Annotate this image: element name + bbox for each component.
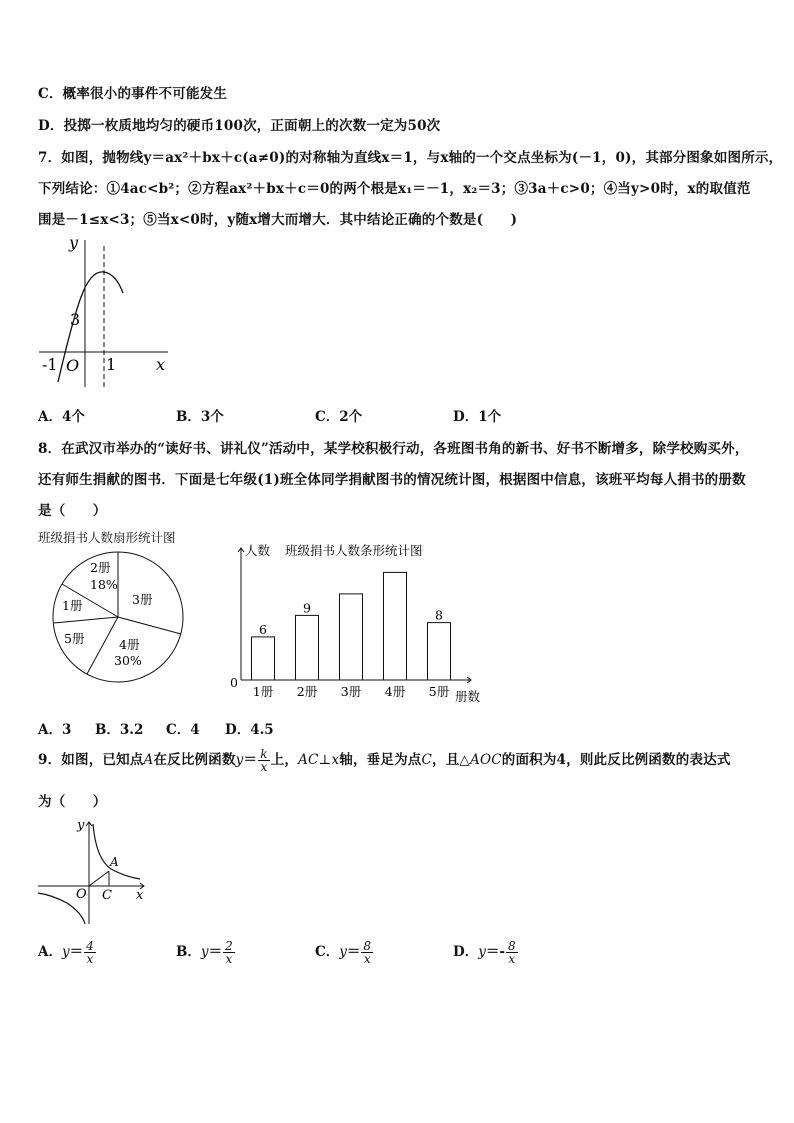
- bar-tick-label: 1册: [252, 684, 274, 699]
- bar-data-label: 9: [303, 600, 311, 616]
- q8-option-c[interactable]: C．4: [166, 722, 200, 738]
- bar: [296, 615, 319, 680]
- q9-text-b: 在反比例函数: [153, 752, 236, 768]
- q9-line-2: 为（ ）: [38, 794, 107, 810]
- q9-option-a-eq: ＝: [69, 944, 84, 960]
- q9-option-b-prefix: B．: [176, 944, 201, 960]
- bar-tick-label: 4册: [384, 684, 406, 699]
- q9-option-b[interactable]: [176, 940, 236, 965]
- q7-parabola-graph: [36, 232, 186, 392]
- q9-option-c-eq: ＝: [346, 944, 361, 960]
- q9-y-label: y: [77, 818, 85, 833]
- pie-slice-label: 2册: [90, 560, 111, 575]
- q9-origin-label: O: [76, 887, 87, 902]
- q7-y-tick-3: 3: [70, 310, 81, 329]
- q7-x-label: x: [156, 355, 166, 374]
- q9-option-b-den: x: [225, 952, 233, 966]
- prev-option-d: D．投掷一枚质地均匀的硬币100次，正面朝上的次数一定为50次: [38, 118, 441, 134]
- pie-slice-label: 4册: [119, 637, 140, 652]
- q9-text-e: ，且△: [432, 752, 470, 768]
- pie-slice-percent: 18%: [90, 577, 118, 592]
- q9-text-d: 轴，垂足为点: [339, 752, 422, 768]
- bar: [340, 594, 363, 680]
- q9-option-c-fraction: [361, 940, 373, 965]
- q7-x-tick-1: 1: [106, 355, 117, 374]
- q8-pie-chart: [44, 550, 194, 690]
- q8-line-3: 是（ ）: [38, 503, 107, 519]
- q8-bar-chart: [226, 538, 496, 708]
- q9-text-a: 9．如图，已知点: [38, 752, 144, 768]
- q9-text-c: 上，: [270, 752, 299, 768]
- q9-hyperbola-branch-1: [93, 824, 140, 879]
- q9-option-a-y: y: [61, 944, 70, 960]
- bar-tick-label: 2册: [296, 684, 318, 699]
- q9-option-d-fraction: [506, 940, 518, 965]
- q9-option-a-fraction: [84, 940, 96, 965]
- bar: [428, 623, 451, 680]
- bar-data-label: 8: [435, 607, 443, 623]
- q9-option-d-den: x: [508, 952, 516, 966]
- q9-option-b-eq: ＝: [208, 944, 223, 960]
- q9-func-den: x: [260, 760, 268, 774]
- q9-option-a-num: 4: [86, 939, 94, 953]
- q9-option-d-sign: -: [499, 944, 505, 960]
- pie-chart-title: 班级捐书人数扇形统计图: [38, 530, 176, 545]
- q9-option-c-y: y: [339, 944, 347, 960]
- q9-option-a-den: x: [86, 952, 94, 966]
- bar-y-label: 人数: [245, 543, 271, 558]
- q7-option-a[interactable]: A．4个: [38, 409, 85, 425]
- q9-option-d-eq: ＝: [485, 944, 500, 960]
- q7-option-d[interactable]: D．1个: [453, 409, 502, 425]
- q9-segment-oa: [89, 871, 109, 886]
- q9-option-b-fraction: [223, 940, 235, 965]
- q9-point-a: A: [143, 752, 154, 768]
- prev-option-c: C．概率很小的事件不可能发生: [38, 86, 228, 102]
- q7-option-b[interactable]: B．3个: [176, 409, 224, 425]
- q9-option-c-den: x: [363, 952, 371, 966]
- q7-option-c[interactable]: C．2个: [315, 409, 363, 425]
- q9-option-c[interactable]: [315, 940, 374, 965]
- q9-option-c-num: 8: [363, 939, 372, 953]
- bar-x-label: 册数: [455, 689, 481, 704]
- q9-option-b-y: y: [200, 944, 209, 960]
- bar-data-label: 6: [259, 621, 267, 637]
- q7-line-2: 下列结论：①4ac<b²；②方程ax²＋bx＋c＝0的两个根是x₁＝－1，x₂＝3；③3a＋c>0；④当y>0时，x的取值范: [38, 181, 751, 197]
- q8-line-2: 还有师生捐献的图书．下面是七年级(1)班全体同学捐献图书的情况统计图，根据图中信息，该班平均每人捐书的册数: [38, 472, 746, 488]
- q9-option-a[interactable]: [38, 940, 97, 965]
- pie-slice-label: 1册: [62, 598, 83, 613]
- q7-y-label: y: [69, 233, 79, 252]
- bar-tick-label: 5册: [428, 684, 450, 699]
- bar: [252, 637, 275, 680]
- q9-line-1: [38, 745, 731, 775]
- q8-option-b[interactable]: B．3.2: [95, 722, 144, 738]
- bar: [384, 572, 407, 680]
- bar-chart-title: 班级捐书人数条形统计图: [285, 543, 423, 558]
- q9-func-num: k: [260, 747, 268, 761]
- q9-func-eq: ＝: [243, 752, 258, 768]
- q9-point-c: C: [421, 752, 433, 768]
- q9-option-d[interactable]: [453, 940, 519, 965]
- q7-line-1: 7．如图，抛物线y＝ax²＋bx＋c(a≠0)的对称轴为直线x＝1，与x轴的一个交点坐标为(－1，0)，其部分图象如图所示，: [38, 150, 783, 166]
- bar-origin-label: 0: [230, 675, 238, 690]
- bar-tick-label: 3册: [340, 684, 362, 699]
- q7-x-tick-neg1: -1: [42, 355, 58, 374]
- q9-point-c-label: C: [102, 888, 112, 903]
- pie-divider-left: [54, 617, 118, 623]
- q9-func-y: y: [235, 752, 244, 768]
- q9-option-a-prefix: A．: [38, 944, 62, 960]
- q9-option-c-prefix: C．: [315, 944, 340, 960]
- pie-slice-percent: 30%: [114, 653, 142, 668]
- q9-point-a-label: A: [110, 855, 119, 869]
- q9-triangle: AOC: [470, 752, 502, 768]
- q9-option-b-num: 2: [225, 939, 233, 953]
- q8-line-1: 8．在武汉市举办的“读好书、讲礼仪”活动中，某学校积极行动，各班图书角的新书、好书不断增多，除学校购买外，: [38, 441, 749, 457]
- q9-option-d-y: y: [478, 944, 486, 960]
- q9-option-d-num: 8: [507, 939, 516, 953]
- pie-divider-right: [118, 617, 181, 634]
- q9-text-f: 的面积为4，则此反比例函数的表达式: [501, 752, 731, 768]
- pie-slice-label: 5册: [64, 631, 85, 646]
- q8-option-d[interactable]: D．4.5: [225, 722, 274, 738]
- q7-line-3: 围是－1≤x<3；⑤当x<0时，y随x增大而增大．其中结论正确的个数是( ): [38, 212, 518, 228]
- q8-option-a[interactable]: A．3: [38, 722, 72, 738]
- pie-slice-label: 3册: [132, 592, 153, 607]
- q9-x-label: x: [136, 888, 144, 903]
- q9-hyperbola-graph: [36, 814, 156, 926]
- q9-option-d-prefix: D．: [453, 944, 479, 960]
- q7-origin-label: O: [66, 356, 80, 375]
- q9-ac-perp: AC⊥x: [298, 752, 340, 768]
- q9-func-fraction: [258, 748, 269, 773]
